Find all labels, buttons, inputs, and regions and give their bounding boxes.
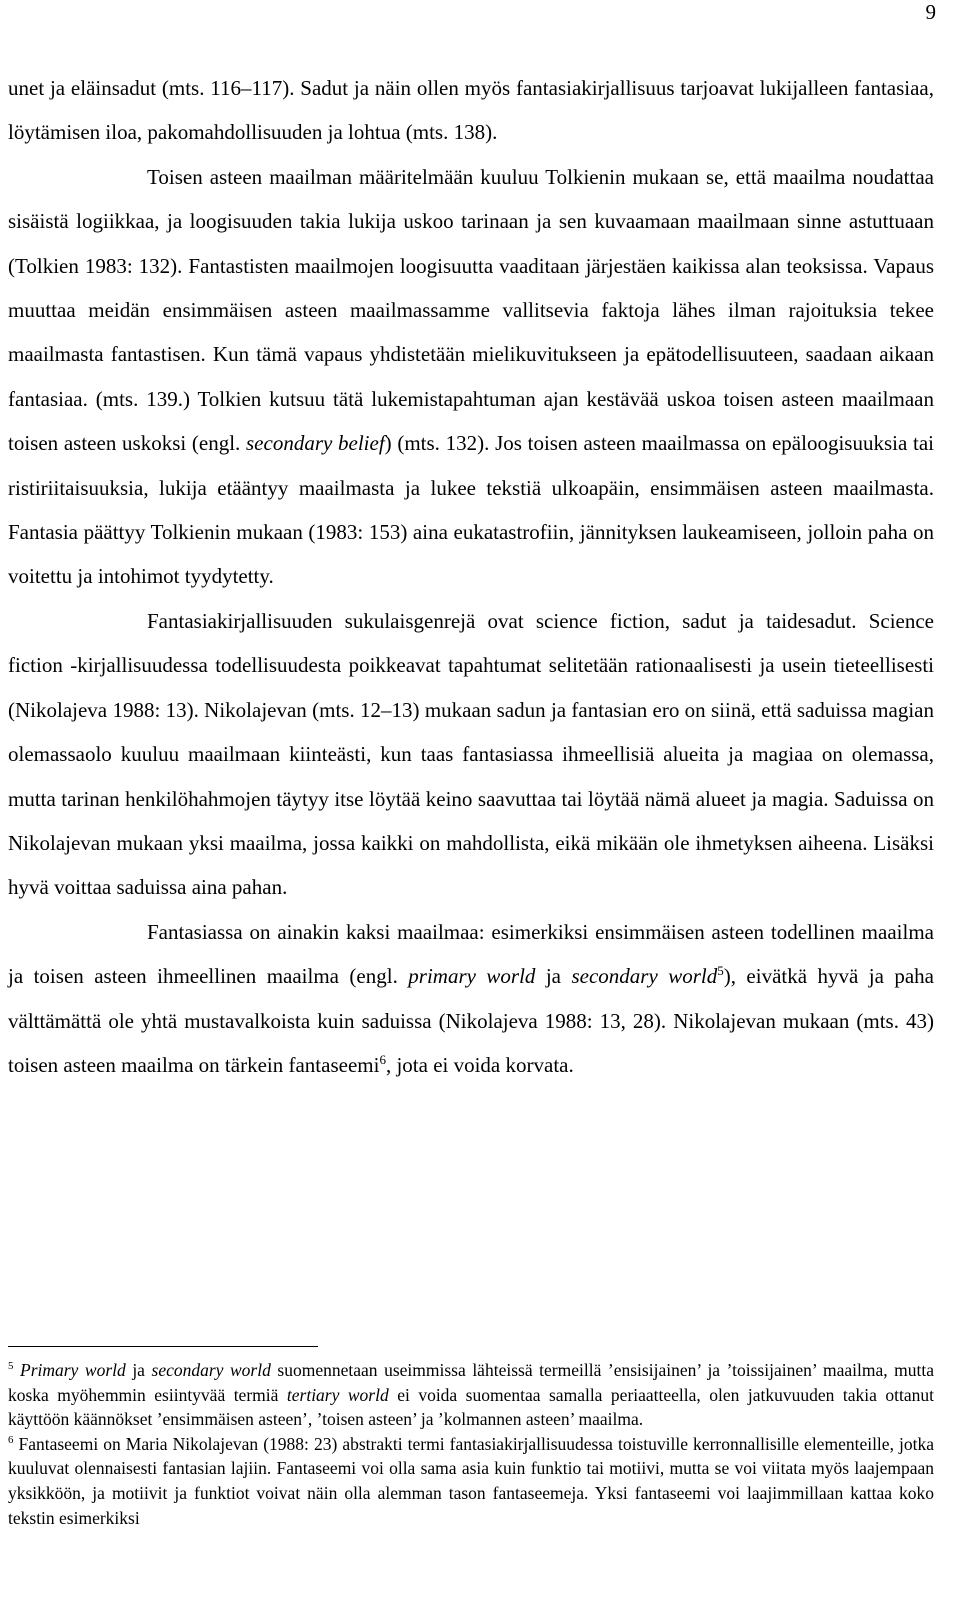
footnote-ref-6: 6 xyxy=(379,1051,386,1067)
footnote-5-text-a: ja xyxy=(125,1360,152,1380)
footnote-5-text-c: ei voida suomentaa samalla periaatteella, olen jatkuvuuden takia ottanut käyttöön käännökset ’ensimmäisen asteen’, ’toisen asteen’ ja ’kolmannen asteen’ maailma. xyxy=(8,1384,934,1430)
page-number: 9 xyxy=(925,0,936,24)
footnote-5-term-tertiary: tertiary world xyxy=(286,1384,389,1405)
paragraph-4 xyxy=(8,910,934,1088)
term-primary-world: primary world xyxy=(408,964,536,989)
paragraph-2-text-b: ) (mts. 132). Jos toisen asteen maailmassa on epäloogisuuksia tai ristiriitaisuuksia, lukija etääntyy maailmasta ja lukee tekstiä ulkoapäin, ensimmäisen asteen maailmasta. Fantasia päättyy Tolkienin mukaan (1983: 153) aina eukatastrofiin, jännityksen laukeamiseen, jolloin paha on voitettu ja intohimot tyydytetty. xyxy=(8,431,934,589)
footnote-5-marker: 5 xyxy=(8,1360,14,1373)
footnote-6-marker: 6 xyxy=(8,1433,14,1446)
footnotes xyxy=(8,1358,934,1530)
paragraph-4-text-c: ), eivätkä hyvä ja paha välttämättä ole yhtä mustavalkoista kuin saduissa (Nikolajeva 1988: 13, 28). Nikolajevan mukaan (mts. 43) toisen asteen maailma on tärkein fantaseemi xyxy=(8,964,934,1077)
footnote-5-text-b: suomennetaan useimmissa lähteissä termeillä ’ensisijainen’ ja ’toissijainen’ maailma, mutta koska myöhemmin esiintyvää termiä xyxy=(8,1360,934,1405)
footnote-5 xyxy=(8,1358,934,1432)
footnote-6-text: Fantaseemi on Maria Nikolajevan (1988: 23) abstrakti termi fantasiakirjallisuudessa toistuville kerronnallisille elementeille, jotka kuuluvat olennaisesti fantasian lajiin. Fantaseemi voi olla sama asia kuin funktio tai motiivi, mutta se voi viitata myös laajempaan yksikköön, ja motiivit ja funktiot voivat näin olla alemman tason fantaseemeja. Yksi fantaseemi voi laajimmillaan kattaa koko tekstin esimerkiksi xyxy=(8,1433,934,1528)
paragraph-1: unet ja eläinsadut (mts. 116–117). Sadut ja näin ollen myös fantasiakirjallisuus tarjoavat lukijalleen fantasiaa, löytämisen iloa, pakomahdollisuuden ja lohtua (mts. 138). xyxy=(8,76,934,145)
paragraph-4-text-b: ja xyxy=(535,964,572,989)
term-secondary-belief: secondary belief xyxy=(246,431,385,456)
paragraph-4-text-a: Fantasiassa on ainakin kaksi maailmaa: esimerkiksi ensimmäisen asteen todellinen maailma ja toisen asteen ihmeellinen maailma (engl. xyxy=(8,919,934,989)
term-secondary-world: secondary world xyxy=(571,964,718,989)
paragraph-2 xyxy=(8,155,934,599)
paragraph-2-text-a: Toisen asteen maailman määritelmään kuuluu Tolkienin mukaan se, että maailma noudattaa sisäistä logiikkaa, ja loogisuuden takia lukija uskoo tarinaan ja sen kuvaamaan maailmaan sinne astuttuaan (Tolkien 1983: 132). Fantastisten maailmojen loogisuutta vaaditaan järjestäen kaikissa alan teoksissa. Vapaus muuttaa meidän ensimmäisen asteen maailmassamme vallitsevia faktoja lähes ilman rajoituksia tekee maailmasta fantastisen. Kun tämä vapaus yhdistetään mielikuvitukseen ja epätodellisuuteen, saadaan aikaan fantasiaa. (mts. 139.) Tolkien kutsuu tätä lukemistapahtuman ajan kestävää uskoa toisen asteen maailmaan toisen asteen uskoksi (engl. xyxy=(8,164,934,456)
footnote-5-term-secondary: secondary world xyxy=(151,1360,271,1380)
paragraph-4-text-d: , jota ei voida korvata. xyxy=(385,1052,574,1077)
footnote-ref-5: 5 xyxy=(717,963,724,979)
body-text xyxy=(8,66,934,1087)
footnote-separator xyxy=(8,1346,318,1347)
paragraph-3: Fantasiakirjallisuuden sukulaisgenrejä ovat science fiction, sadut ja taidesadut. Science fiction -kirjallisuudessa todellisuudesta poikkeavat tapahtumat selitetään rationaalisesti ja usein tieteellisesti (Nikolajeva 1988: 13). Nikolajevan (mts. 12–13) mukaan sadun ja fantasian ero on siinä, että saduissa magian olemassaolo kuuluu maailmaan kiinteästi, kun taas fantasiassa ihmeellisiä alueita ja magiaa on olemassa, mutta tarinan henkilöhahmojen täytyy itse löytää keino saavuttaa tai löytää nämä alueet ja magia. Saduissa on Nikolajevan mukaan yksi maailma, jossa kaikki on mahdollista, eikä mikään ole ihmetyksen aiheena. Lisäksi hyvä voittaa saduissa aina pahan. xyxy=(8,608,934,900)
footnote-5-term-primary: Primary world xyxy=(20,1360,126,1380)
footnote-6 xyxy=(8,1432,934,1530)
